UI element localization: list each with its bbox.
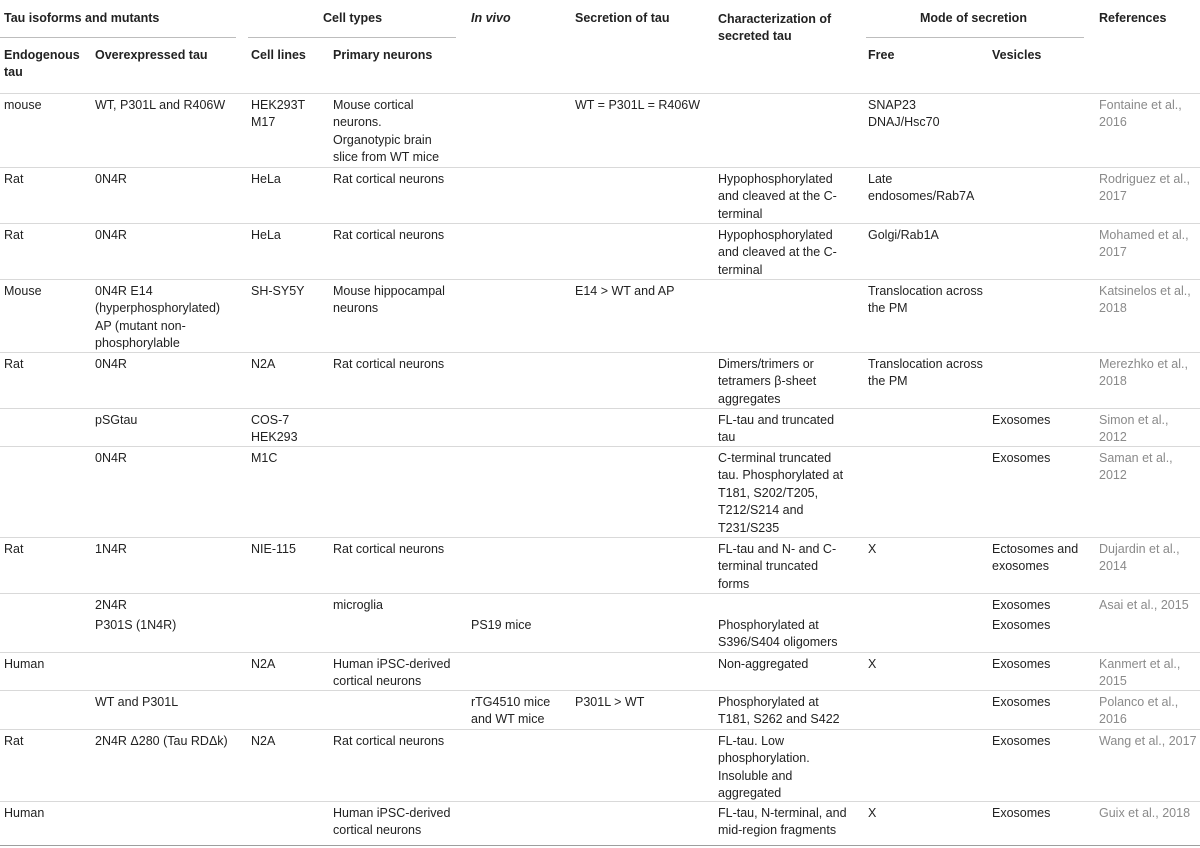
- cell-characterization: FL-tau, N-terminal, and mid-region fragments: [718, 806, 847, 838]
- cell-free: X: [868, 806, 877, 820]
- cell-characterization: Phosphorylated at S396/S404 oligomers: [718, 618, 838, 650]
- cell-overexpressed: 0N4R: [95, 228, 127, 242]
- header-cell-types: Cell types: [323, 11, 383, 25]
- header-endogenous-tau: Endogenous tau: [4, 48, 80, 79]
- table-bottom-rule: [0, 845, 1200, 846]
- cell-reference: Rodriguez et al., 2017: [1099, 172, 1191, 204]
- cell-characterization: Phosphorylated at T181, S262 and S422: [718, 695, 840, 727]
- cell-overexpressed: WT, P301L and R406W: [95, 98, 226, 112]
- cell-primary-neurons: microglia: [333, 598, 384, 612]
- header-in-vivo: In vivo: [471, 11, 511, 25]
- cell-cell-lines: HeLa: [251, 228, 281, 242]
- cell-characterization: Non-aggregated: [718, 657, 809, 671]
- cell-reference: Kanmert et al., 2015: [1099, 657, 1181, 689]
- cell-reference: Asai et al., 2015: [1099, 598, 1189, 612]
- cell-reference: Katsinelos et al., 2018: [1099, 284, 1191, 316]
- cell-free: Translocation across the PM: [868, 357, 983, 389]
- cell-cell-lines: NIE-115: [251, 542, 296, 556]
- cell-primary-neurons: Human iPSC-derived cortical neurons: [333, 806, 451, 838]
- cell-reference: Polanco et al., 2016: [1099, 695, 1179, 727]
- cell-characterization: Hypophosphorylated and cleaved at the C-terminal: [718, 228, 837, 277]
- cell-free: Translocation across the PM: [868, 284, 983, 316]
- cell-characterization: FL-tau and N- and C-terminal truncated forms: [718, 542, 837, 591]
- cell-endogenous: mouse: [4, 98, 42, 112]
- cell-cell-lines: COS-7 HEK293: [251, 413, 298, 445]
- header-characterization: Characterization of secreted tau: [718, 12, 832, 43]
- header-secretion: Secretion of tau: [575, 11, 670, 25]
- cell-characterization: Hypophosphorylated and cleaved at the C-terminal: [718, 172, 837, 221]
- cell-cell-lines: N2A: [251, 357, 276, 371]
- cell-endogenous: Rat: [4, 172, 24, 186]
- cell-vesicles: Exosomes: [992, 618, 1051, 632]
- cell-overexpressed: 0N4R: [95, 451, 127, 465]
- cell-secretion: P301L > WT: [575, 695, 645, 709]
- header-primary-neurons: Primary neurons: [333, 48, 433, 62]
- cell-endogenous: Rat: [4, 357, 24, 371]
- cell-characterization: C-terminal truncated tau. Phosphorylated at T181, S202/T205, T212/S214 and T231/S235: [718, 451, 844, 535]
- cell-free: Late endosomes/Rab7A: [868, 172, 975, 204]
- cell-vesicles: Exosomes: [992, 657, 1051, 671]
- cell-cell-lines: HEK293T M17: [251, 98, 305, 130]
- cell-overexpressed: 0N4R: [95, 357, 127, 371]
- header-overexpressed-tau: Overexpressed tau: [95, 48, 208, 62]
- cell-cell-lines: M1C: [251, 451, 278, 465]
- cell-cell-lines: N2A: [251, 657, 276, 671]
- cell-characterization: FL-tau. Low phosphorylation. Insoluble and aggregated: [718, 734, 810, 801]
- cell-reference: Wang et al., 2017: [1099, 734, 1197, 748]
- cell-overexpressed: 2N4R Δ280 (Tau RDΔk): [95, 734, 228, 748]
- cell-endogenous: Human: [4, 806, 45, 820]
- cell-in-vivo: rTG4510 mice and WT mice: [471, 695, 551, 727]
- cell-free: Golgi/Rab1A: [868, 228, 939, 242]
- cell-reference: Saman et al., 2012: [1099, 451, 1173, 483]
- header-free: Free: [868, 48, 895, 62]
- cell-vesicles: Exosomes: [992, 451, 1051, 465]
- cell-reference: Guix et al., 2018: [1099, 806, 1191, 820]
- cell-cell-lines: N2A: [251, 734, 276, 748]
- cell-free: X: [868, 542, 877, 556]
- cell-characterization: Dimers/trimers or tetramers β-sheet aggregates: [718, 357, 817, 406]
- cell-overexpressed: 2N4R: [95, 598, 127, 612]
- cell-reference: Mohamed et al., 2017: [1099, 228, 1189, 260]
- cell-primary-neurons: Rat cortical neurons: [333, 734, 445, 748]
- cell-overexpressed: 1N4R: [95, 542, 127, 556]
- cell-free: X: [868, 657, 877, 671]
- header-vesicles: Vesicles: [992, 48, 1042, 62]
- header-rule-mode: [866, 37, 1084, 38]
- cell-reference: Dujardin et al., 2014: [1099, 542, 1180, 574]
- cell-vesicles: Exosomes: [992, 413, 1051, 427]
- cell-endogenous: Human: [4, 657, 45, 671]
- cell-reference: Fontaine et al., 2016: [1099, 98, 1182, 130]
- cell-secretion: E14 > WT and AP: [575, 284, 675, 298]
- header-mode-of-secretion: Mode of secretion: [920, 11, 1027, 25]
- cell-primary-neurons: Human iPSC-derived cortical neurons: [333, 657, 451, 689]
- cell-reference: Simon et al., 2012: [1099, 413, 1169, 445]
- cell-endogenous: Rat: [4, 542, 24, 556]
- cell-endogenous: Rat: [4, 734, 24, 748]
- cell-reference: Merezhko et al., 2018: [1099, 357, 1188, 389]
- cell-vesicles: Exosomes: [992, 598, 1051, 612]
- cell-overexpressed: 0N4R E14 (hyperphosphorylated) AP (mutant non-phosphorylable: [95, 284, 221, 351]
- cell-cell-lines: SH-SY5Y: [251, 284, 305, 298]
- cell-overexpressed: pSGtau: [95, 413, 138, 427]
- cell-vesicles: Exosomes: [992, 806, 1051, 820]
- header-tau-isoforms: Tau isoforms and mutants: [4, 11, 160, 25]
- cell-characterization: FL-tau and truncated tau: [718, 413, 835, 445]
- cell-vesicles: Exosomes: [992, 734, 1051, 748]
- cell-free: SNAP23 DNAJ/Hsc70: [868, 98, 940, 130]
- cell-primary-neurons: Rat cortical neurons: [333, 228, 445, 242]
- cell-overexpressed: 0N4R: [95, 172, 127, 186]
- header-references: References: [1099, 11, 1167, 25]
- cell-secretion: WT = P301L = R406W: [575, 98, 701, 112]
- cell-primary-neurons: Mouse hippocampal neurons: [333, 284, 445, 316]
- cell-in-vivo: PS19 mice: [471, 618, 532, 632]
- cell-primary-neurons: Rat cortical neurons: [333, 172, 445, 186]
- cell-primary-neurons: Rat cortical neurons: [333, 357, 445, 371]
- cell-primary-neurons: Rat cortical neurons: [333, 542, 445, 556]
- header-cell-lines: Cell lines: [251, 48, 306, 62]
- cell-endogenous: Mouse: [4, 284, 42, 298]
- cell-vesicles: Ectosomes and exosomes: [992, 542, 1079, 574]
- cell-primary-neurons: Mouse cortical neurons. Organotypic brain slice from WT mice: [333, 98, 440, 165]
- header-rule-isoforms: [0, 37, 236, 38]
- cell-cell-lines: HeLa: [251, 172, 281, 186]
- header-rule-celltypes: [248, 37, 456, 38]
- cell-overexpressed: P301S (1N4R): [95, 618, 177, 632]
- cell-vesicles: Exosomes: [992, 695, 1051, 709]
- cell-endogenous: Rat: [4, 228, 24, 242]
- cell-overexpressed: WT and P301L: [95, 695, 179, 709]
